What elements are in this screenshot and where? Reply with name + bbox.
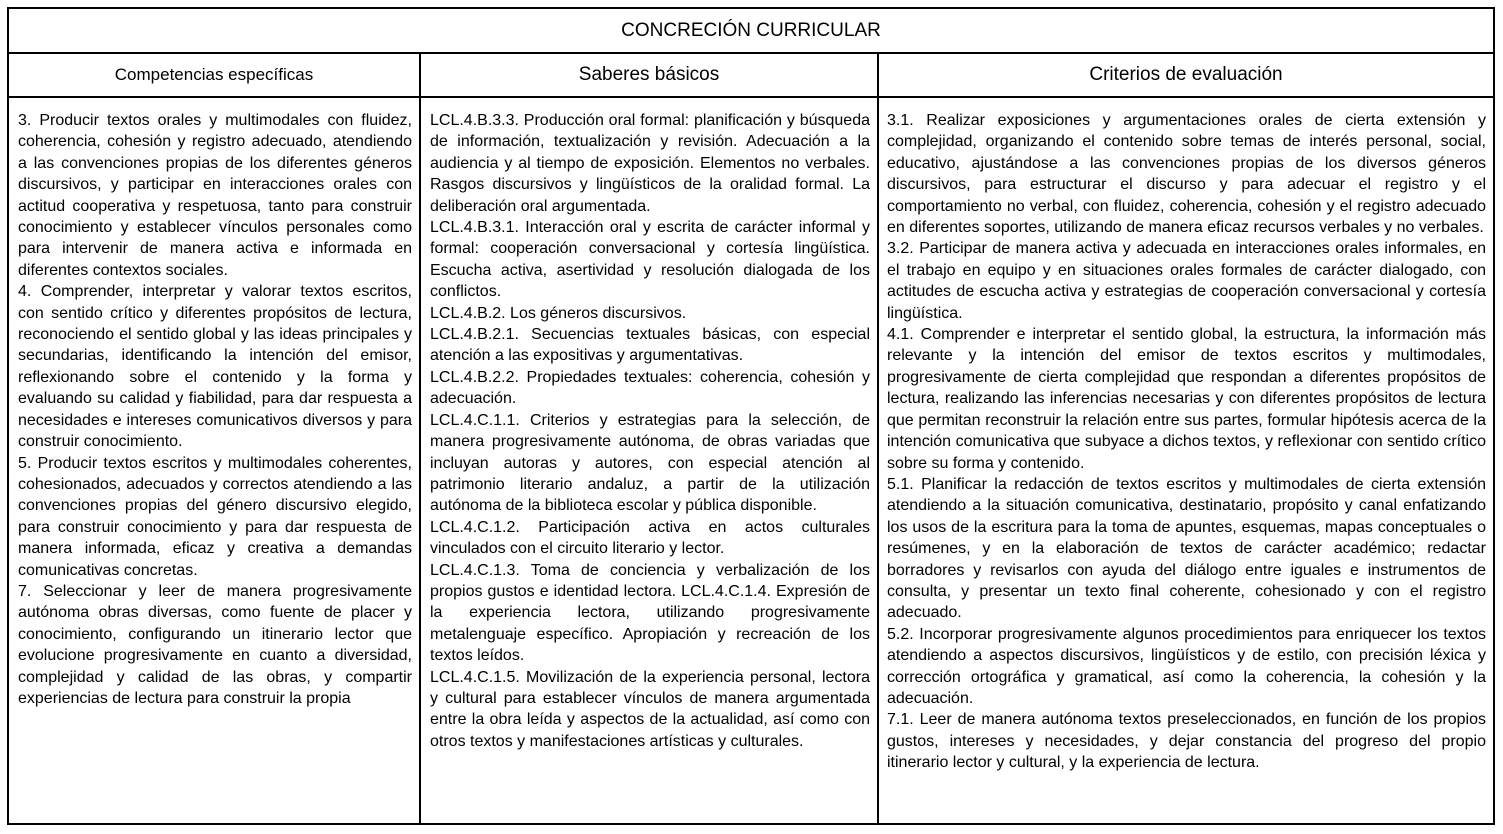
criterio-item: 5.1. Planificar la redacción de textos escritos y multimodales de cierta extensión atendiendo a la situación comunicativa, destinatario, propósito y canal enfatizando los usos de la escritura para la toma de apuntes, esquemas, mapas conceptuales o resúmenes, y en la elaboración de textos de carácter académico; redactar borradores y revisarlos con ayuda del diálogo entre iguales e instrumentos de consulta, y presentar un texto final coherente, cohesionado y con el registro adecuado. (887, 475, 1486, 622)
saber-item: LCL.4.B.3.3. Producción oral formal: planificación y búsqueda de información, textualización y revisión. Adecuación a la audiencia y al tiempo de exposición. Elementos no verbales. Rasgos discursivos y lingüísticos de la oralidad formal. La deliberación oral argumentada. (430, 112, 870, 215)
content-row (9, 98, 1493, 823)
header-criterios: Criterios de evaluación (1089, 64, 1283, 85)
header-saberes: Saberes básicos (421, 54, 879, 96)
saber-item: LCL.4.C.1.1. Criterios y estrategias para la selección, de manera progresivamente autónoma, de obras variadas que incluyan autoras y autores, con especial atención al patrimonio literario andaluz, a partir de la utilización autónoma de la biblioteca escolar y pública disponible. (430, 411, 870, 515)
competencia-item: 5. Producir textos escritos y multimodales coherentes, cohesionados, adecuados y correctos atendiendo a las convenciones propias del género discursivo elegido, para construir conocimiento y para dar respuesta de manera informada, eficaz y creativa a demandas comunicativas concretas. (18, 454, 412, 579)
saber-item: LCL.4.C.1.3. Toma de conciencia y verbalización de los propios gustos e identidad lectora. LCL.4.C.1.4. Expresión de la experiencia lectora, utilizando progresivamente metalenguaje específico. Apropiación y recreación de los textos leídos. (430, 561, 870, 665)
competencia-item: 7. Seleccionar y leer de manera progresivamente autónoma obras diversas, como fuente de placer y conocimiento, configurando un itinerario lector que evolucione progresivamente en cuanto a diversidad, complejidad y calidad de las obras, y compartir experiencias de lectura para construir la propia (18, 582, 412, 707)
criterio-item: 3.1. Realizar exposiciones y argumentaciones orales de cierta extensión y complejidad, organizando el contenido sobre temas de interés personal, social, educativo, ajustándose a las convenciones propias de los diversos géneros discursivos, para estructurar el discurso y para adecuar el registro y el comportamiento no verbal, con fluidez, coherencia, cohesión y el registro adecuado en diferentes soportes, utilizando de manera eficaz recursos verbales y no verbales. (887, 112, 1486, 237)
saber-item: LCL.4.C.1.5. Movilización de la experiencia personal, lectora y cultural para establecer vínculos de manera argumentada entre la obra leída y aspectos de la actualidad, así como con otros textos y manifestaciones artísticas y culturales. (430, 668, 870, 750)
competencias-cell (9, 98, 421, 823)
saber-item: LCL.4.B.2.1. Secuencias textuales básicas, con especial atención a las expositivas y argumentativas. (430, 326, 870, 365)
competencia-item: 4. Comprender, interpretar y valorar textos escritos, con sentido crítico y diferentes propósitos de lectura, reconociendo el sentido global y las ideas principales y secundarias, identificando la intención del emisor, reflexionando sobre el contenido y la forma y evaluando su calidad y fiabilidad, para dar respuesta a necesidades e intereses comunicativos diversos y para construir conocimiento. (18, 283, 412, 451)
criterios-cell (879, 98, 1493, 823)
saber-item: LCL.4.B.3.1. Interacción oral y escrita de carácter informal y formal: cooperación conversacional y cortesía lingüística. Escucha activa, asertividad y resolución dialogada de los conflictos. (430, 219, 870, 301)
competencia-item: 3. Producir textos orales y multimodales con fluidez, coherencia, cohesión y registro adecuado, atendiendo a las convenciones propias de los diferentes géneros discursivos, y participar en interacciones orales con actitud cooperativa y respetuosa, tanto para construir conocimiento y establecer vínculos personales como para intervenir de manera activa e informada en diferentes contextos sociales. (18, 112, 412, 279)
curriculum-table (7, 7, 1495, 825)
criterio-item: 4.1. Comprender e interpretar el sentido global, la estructura, la información más relevante y la intención del emisor de textos escritos y multimodales, progresivamente de cierta complejidad que respondan a diferentes propósitos de lectura, realizando las inferencias necesarias y con diferentes propósitos de lectura que permitan reconstruir la relación entre sus partes, formular hipótesis acerca de la intención comunicativa que subyace a dichos textos, y reflexionar con sentido crítico sobre su forma y contenido. (887, 326, 1486, 472)
saberes-cell (421, 98, 879, 823)
criterio-item: 3.2. Participar de manera activa y adecuada en interacciones orales informales, en el trabajo en equipo y en situaciones orales formales de carácter dialogado, con actitudes de escucha activa y estrategias de cooperación conversacional y cortesía lingüística. (887, 240, 1486, 322)
criterio-item: 5.2. Incorporar progresivamente algunos procedimientos para enriquecer los textos atendiendo a aspectos discursivos, lingüísticos y de estilo, con precisión léxica y corrección ortográfica y gramatical, así como la coherencia, la cohesión y la adecuación. (887, 625, 1486, 707)
saber-item: LCL.4.B.2. Los géneros discursivos. (430, 304, 687, 322)
column-header-row (9, 54, 1493, 98)
saber-item: LCL.4.B.2.2. Propiedades textuales: coherencia, cohesión y adecuación. (430, 368, 870, 408)
criterio-item: 7.1. Leer de manera autónoma textos preseleccionados, en función de los propios gustos, intereses y necesidades, y dejar constancia del progreso del propio itinerario lector y cultural, y la experiencia de lectura. (887, 711, 1486, 772)
header-competencias: Competencias específicas (9, 54, 421, 96)
saber-item: LCL.4.C.1.2. Participación activa en actos culturales vinculados con el circuito literario y lector. (430, 518, 870, 558)
table-title: CONCRECIÓN CURRICULAR (9, 9, 1493, 54)
